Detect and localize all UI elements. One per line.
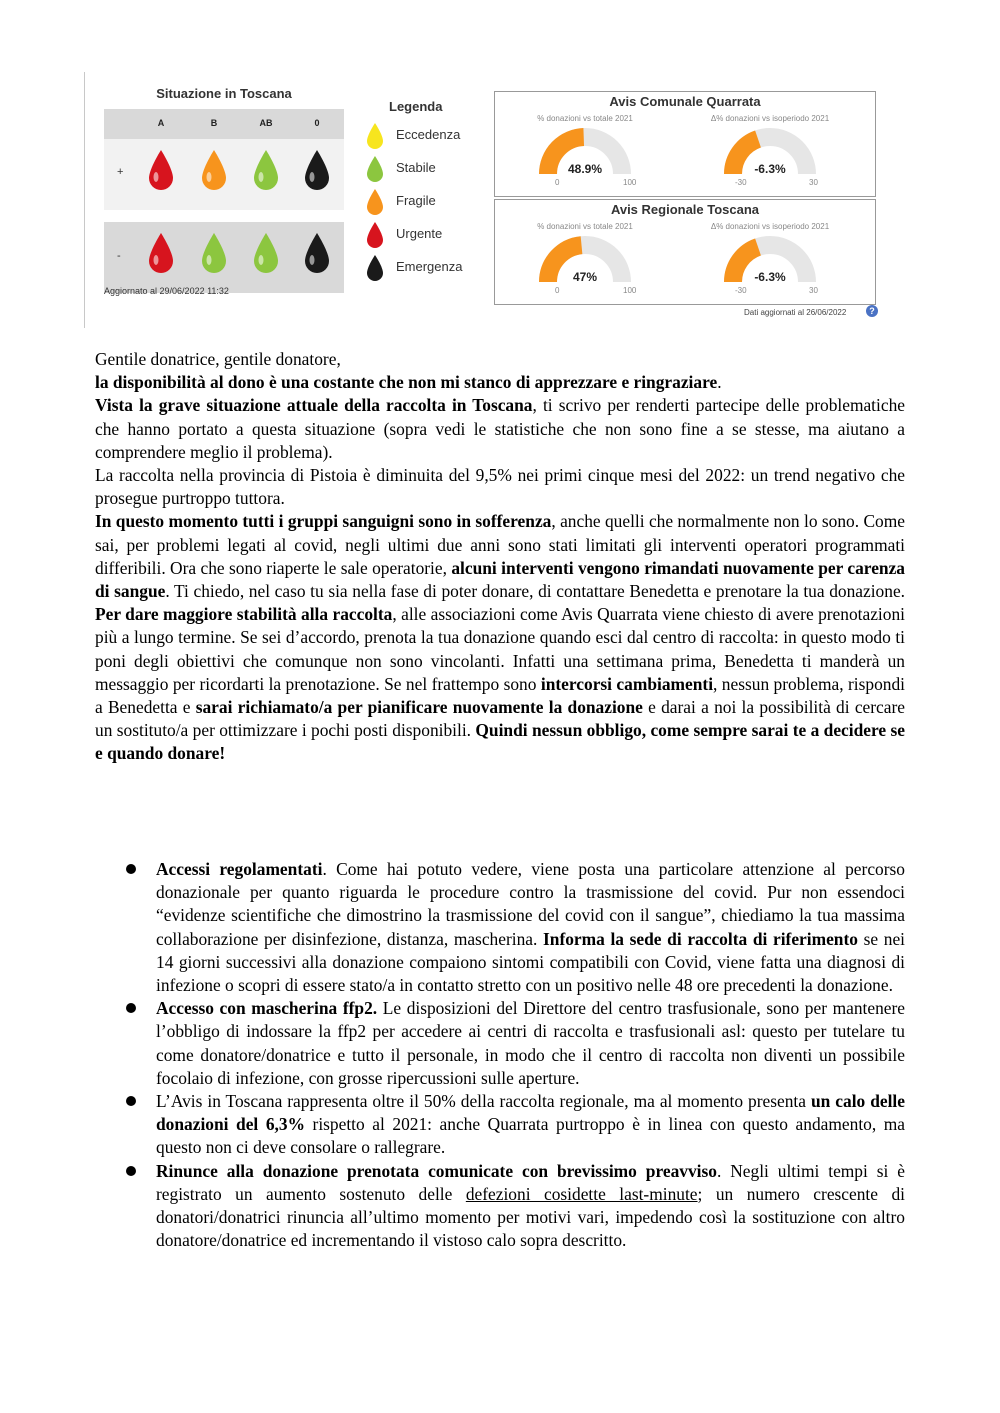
gauge-max-label: 100 — [623, 178, 637, 187]
gauge-value: 47% — [572, 270, 598, 284]
gauge-min-label: 0 — [555, 178, 560, 187]
situazione-title: Situazione in Toscana — [156, 86, 292, 101]
bold-text: In questo momento tutti i gruppi sanguigni sono in sofferenza — [95, 511, 552, 532]
gauge-min-label: -30 — [735, 286, 747, 295]
legend-label: Eccedenza — [396, 127, 461, 142]
blood-drop-stabile-icon — [253, 149, 279, 193]
data-updated-note: Dati aggiornati al 26/06/2022 — [744, 308, 847, 317]
bold-text: Per dare maggiore stabilità alla raccolta — [95, 604, 393, 625]
bold-text: sarai richiamato/a per pianificare nuovamente la donazione — [195, 697, 643, 718]
letter-body — [95, 348, 905, 766]
column-label-0: 0 — [314, 118, 320, 128]
bold-text: Accesso con mascherina ffp2. — [156, 998, 378, 1019]
drop-icon-red — [366, 221, 384, 249]
bullet-icon — [126, 1166, 136, 1176]
blood-status-infographic — [84, 72, 884, 328]
panel-title: Avis Regionale Toscana — [610, 202, 760, 217]
panel-title: Avis Comunale Quarrata — [609, 94, 761, 109]
blood-drop-fragile-icon — [201, 149, 227, 193]
bold-text: un calo delle donazioni del 6,3% — [156, 1091, 905, 1135]
text: . — [717, 372, 722, 393]
paragraph-2 — [95, 394, 905, 464]
legend-item-stabile — [366, 155, 476, 183]
greeting: Gentile donatrice, gentile donatore, — [95, 349, 341, 369]
gauge-max-label: 30 — [809, 286, 818, 295]
bullet-icon — [126, 864, 136, 874]
legend-label: Fragile — [396, 193, 436, 208]
bullet-list — [95, 858, 905, 1252]
legend-label: Emergenza — [396, 259, 463, 274]
situazione-toscana-table — [104, 86, 344, 302]
bold-text: alcuni interventi vengono rimandati nuovamente per carenza di sangue — [95, 557, 905, 602]
blood-drop-emergenza-icon — [304, 149, 330, 193]
drop-icon-orange — [366, 188, 384, 216]
bullet-item-accessi — [95, 858, 905, 997]
legend-item-fragile — [366, 188, 476, 216]
legend-label: Urgente — [396, 226, 443, 241]
column-label-b: B — [210, 118, 218, 128]
bold-text: la disponibilità al dono è una costante che non mi stanco di apprezzare e ringraziare — [95, 372, 718, 393]
drop-icon-green — [366, 155, 384, 183]
margin-line — [84, 72, 85, 328]
gauge-max-label: 100 — [623, 286, 637, 295]
legend — [364, 96, 474, 296]
panel-avis-comunale-quarrata — [494, 91, 876, 197]
bullet-item-mascherina — [95, 997, 905, 1090]
question-icon[interactable]: ? — [866, 305, 878, 317]
gauge-caption: Δ% donazioni vs isoperiodo 2021 — [710, 114, 830, 123]
text: . Negli ultimi tempi si è registrato un aumento sostenuto delle — [156, 1160, 905, 1204]
text: , ti scrivo per renderti partecipe delle problematiche che hanno portato a questa situazione (sopra vedi le statistiche che non sono fine a se stesse, ma aiutano a comprendere meglio il problema). — [95, 395, 905, 462]
row-label-plus: + — [117, 166, 124, 178]
gauge-value: -6.3% — [754, 270, 786, 284]
gauge-value: -6.3% — [754, 162, 786, 176]
text: Le disposizioni del Direttore del centro trasfusionale, sono per mantenere l’obbligo di indossare la ffp2 per accedere ai centri di raccolta e trasfusionali asl: questo per tutelare tu come donatore/donatrice e tutto il personale, in modo che il centro di raccolta non diventi un possibile focolaio di infezione, con grosse ripercussioni sulle aperture. — [156, 998, 906, 1088]
legend-item-eccedenza — [366, 122, 476, 150]
updated-timestamp: Aggiornato al 29/06/2022 11:32 — [104, 286, 229, 296]
blood-group-grid — [104, 109, 344, 285]
text: L’Avis in Toscana rappresenta oltre il 50% della raccolta regionale, ma al momento presenta — [156, 1091, 811, 1112]
gauge-percent-donations — [500, 114, 670, 194]
text: ; un numero crescente di donatori/donatrici rinuncia all’ultimo momento per motivi vari, impedendo così la sostituzione con altro donatore/donatrice ed incrementando il vistoso calo sopra descritto. — [156, 1183, 905, 1251]
bold-text: Quindi nessun obbligo, come sempre sarai te a decidere se e quando donare! — [95, 720, 905, 764]
gauge-delta-donations — [685, 222, 855, 302]
gauge-caption: % donazioni vs totale 2021 — [537, 222, 633, 231]
panel-avis-regionale-toscana — [494, 199, 876, 305]
text: , alle associazioni come Avis Quarrata viene chiesto di avere prenotazioni più a lungo termine. Se sei d’accordo, prenota la tua donazione quando esci dal centro di raccolta: in questo modo ti poni degli obiettivi che comunque non sono vincolanti. Infatti una settimana prima, Benedetta ti manderà un messaggio per ricordarti la prenotazione. Se nel frattempo sono — [95, 604, 905, 694]
text: e darai a noi la possibilità di cercare un sostituto/a per ottimizzare i pochi posti disponibili. — [95, 697, 906, 741]
gauge-caption: Δ% donazioni vs isoperiodo 2021 — [710, 222, 830, 231]
gauge-delta-donations — [685, 114, 855, 194]
paragraph-3: La raccolta nella provincia di Pistoia è diminuita del 9,5% nei primi cinque mesi del 2022: un trend negativo che prosegue purtroppo tuttora. — [95, 465, 905, 509]
bullet-item-avis-toscana — [95, 1090, 905, 1160]
bullet-item-rinunce — [95, 1160, 905, 1253]
text: , anche quelli che normalmente non lo sono. Come sai, per problemi legati al covid, negli ultimi due anni sono stati limitati gli interventi operatori programmati differibili. Ora che sono riaperte le sale operatorie, — [95, 511, 905, 578]
text: . Come hai potuto vedere, viene posta una particolare attenzione al percorso donazionale per quanto riguarda le procedure contro la trasmissione del covid. Pur non essendoci “evidenze scientifiche che dimostrino la trasmissione del covid con il sangue”, chiediamo la tua massima collaborazione per disinfezione, distanza, mascherina. — [156, 859, 905, 949]
gauge-percent-donations — [500, 222, 670, 302]
legend-item-emergenza — [366, 254, 476, 282]
drop-icon-yellow — [366, 122, 384, 150]
underlined-text: defezioni cosidette last-minute — [465, 1183, 698, 1204]
bold-text: Accessi regolamentati — [156, 859, 323, 879]
text: se nei 14 giorni successivi alla donazione compaiono sintomi compatibili con Covid, viene fatta una diagnosi di infezione o scopri di essere stato/a in contatto stretto con un positivo nelle 48 ore precedenti la donazione. — [156, 928, 905, 996]
drop-icon-black — [366, 254, 384, 282]
bold-text: intercorsi cambiamenti — [540, 673, 714, 694]
blood-drop-emergenza-icon — [304, 232, 330, 276]
blood-drop-urgente-icon — [148, 149, 174, 193]
legend-item-urgente — [366, 221, 476, 249]
column-label-a: A — [157, 118, 165, 128]
paragraph-1 — [95, 371, 905, 394]
text: , nessun problema, rispondi a Benedetta e — [95, 673, 905, 718]
legend-label: Stabile — [396, 160, 436, 175]
bullet-icon — [126, 1096, 136, 1106]
text: . Ti chiedo, nel caso tu sia nella fase di poter donare, di contattare Benedetta e prenotare la tua donazione. — [165, 581, 906, 602]
gauge-min-label: -30 — [735, 178, 747, 187]
blood-drop-stabile-icon — [201, 232, 227, 276]
column-label-ab: AB — [259, 118, 273, 128]
blood-drop-urgente-icon — [148, 232, 174, 276]
bullet-icon — [126, 1003, 136, 1013]
bold-text: Informa la sede di raccolta di riferimento — [543, 928, 858, 949]
gauge-max-label: 30 — [809, 178, 818, 187]
legend-title: Legenda — [389, 99, 443, 114]
gauge-value: 48.9% — [567, 162, 603, 176]
gauge-caption: % donazioni vs totale 2021 — [537, 114, 633, 123]
paragraph-4 — [95, 510, 905, 765]
gauge-min-label: 0 — [555, 286, 560, 295]
bold-text: Rinunce alla donazione prenotata comunicate con brevissimo preavviso — [156, 1160, 717, 1181]
row-label-minus: - — [117, 250, 121, 262]
blood-drop-stabile-icon — [253, 232, 279, 276]
text: rispetto al 2021: anche Quarrata purtroppo è in linea con questo andamento, ma questo non ci deve consolare o rallegrare. — [156, 1114, 906, 1158]
bold-text: Vista la grave situazione attuale della raccolta in Toscana — [95, 395, 533, 416]
